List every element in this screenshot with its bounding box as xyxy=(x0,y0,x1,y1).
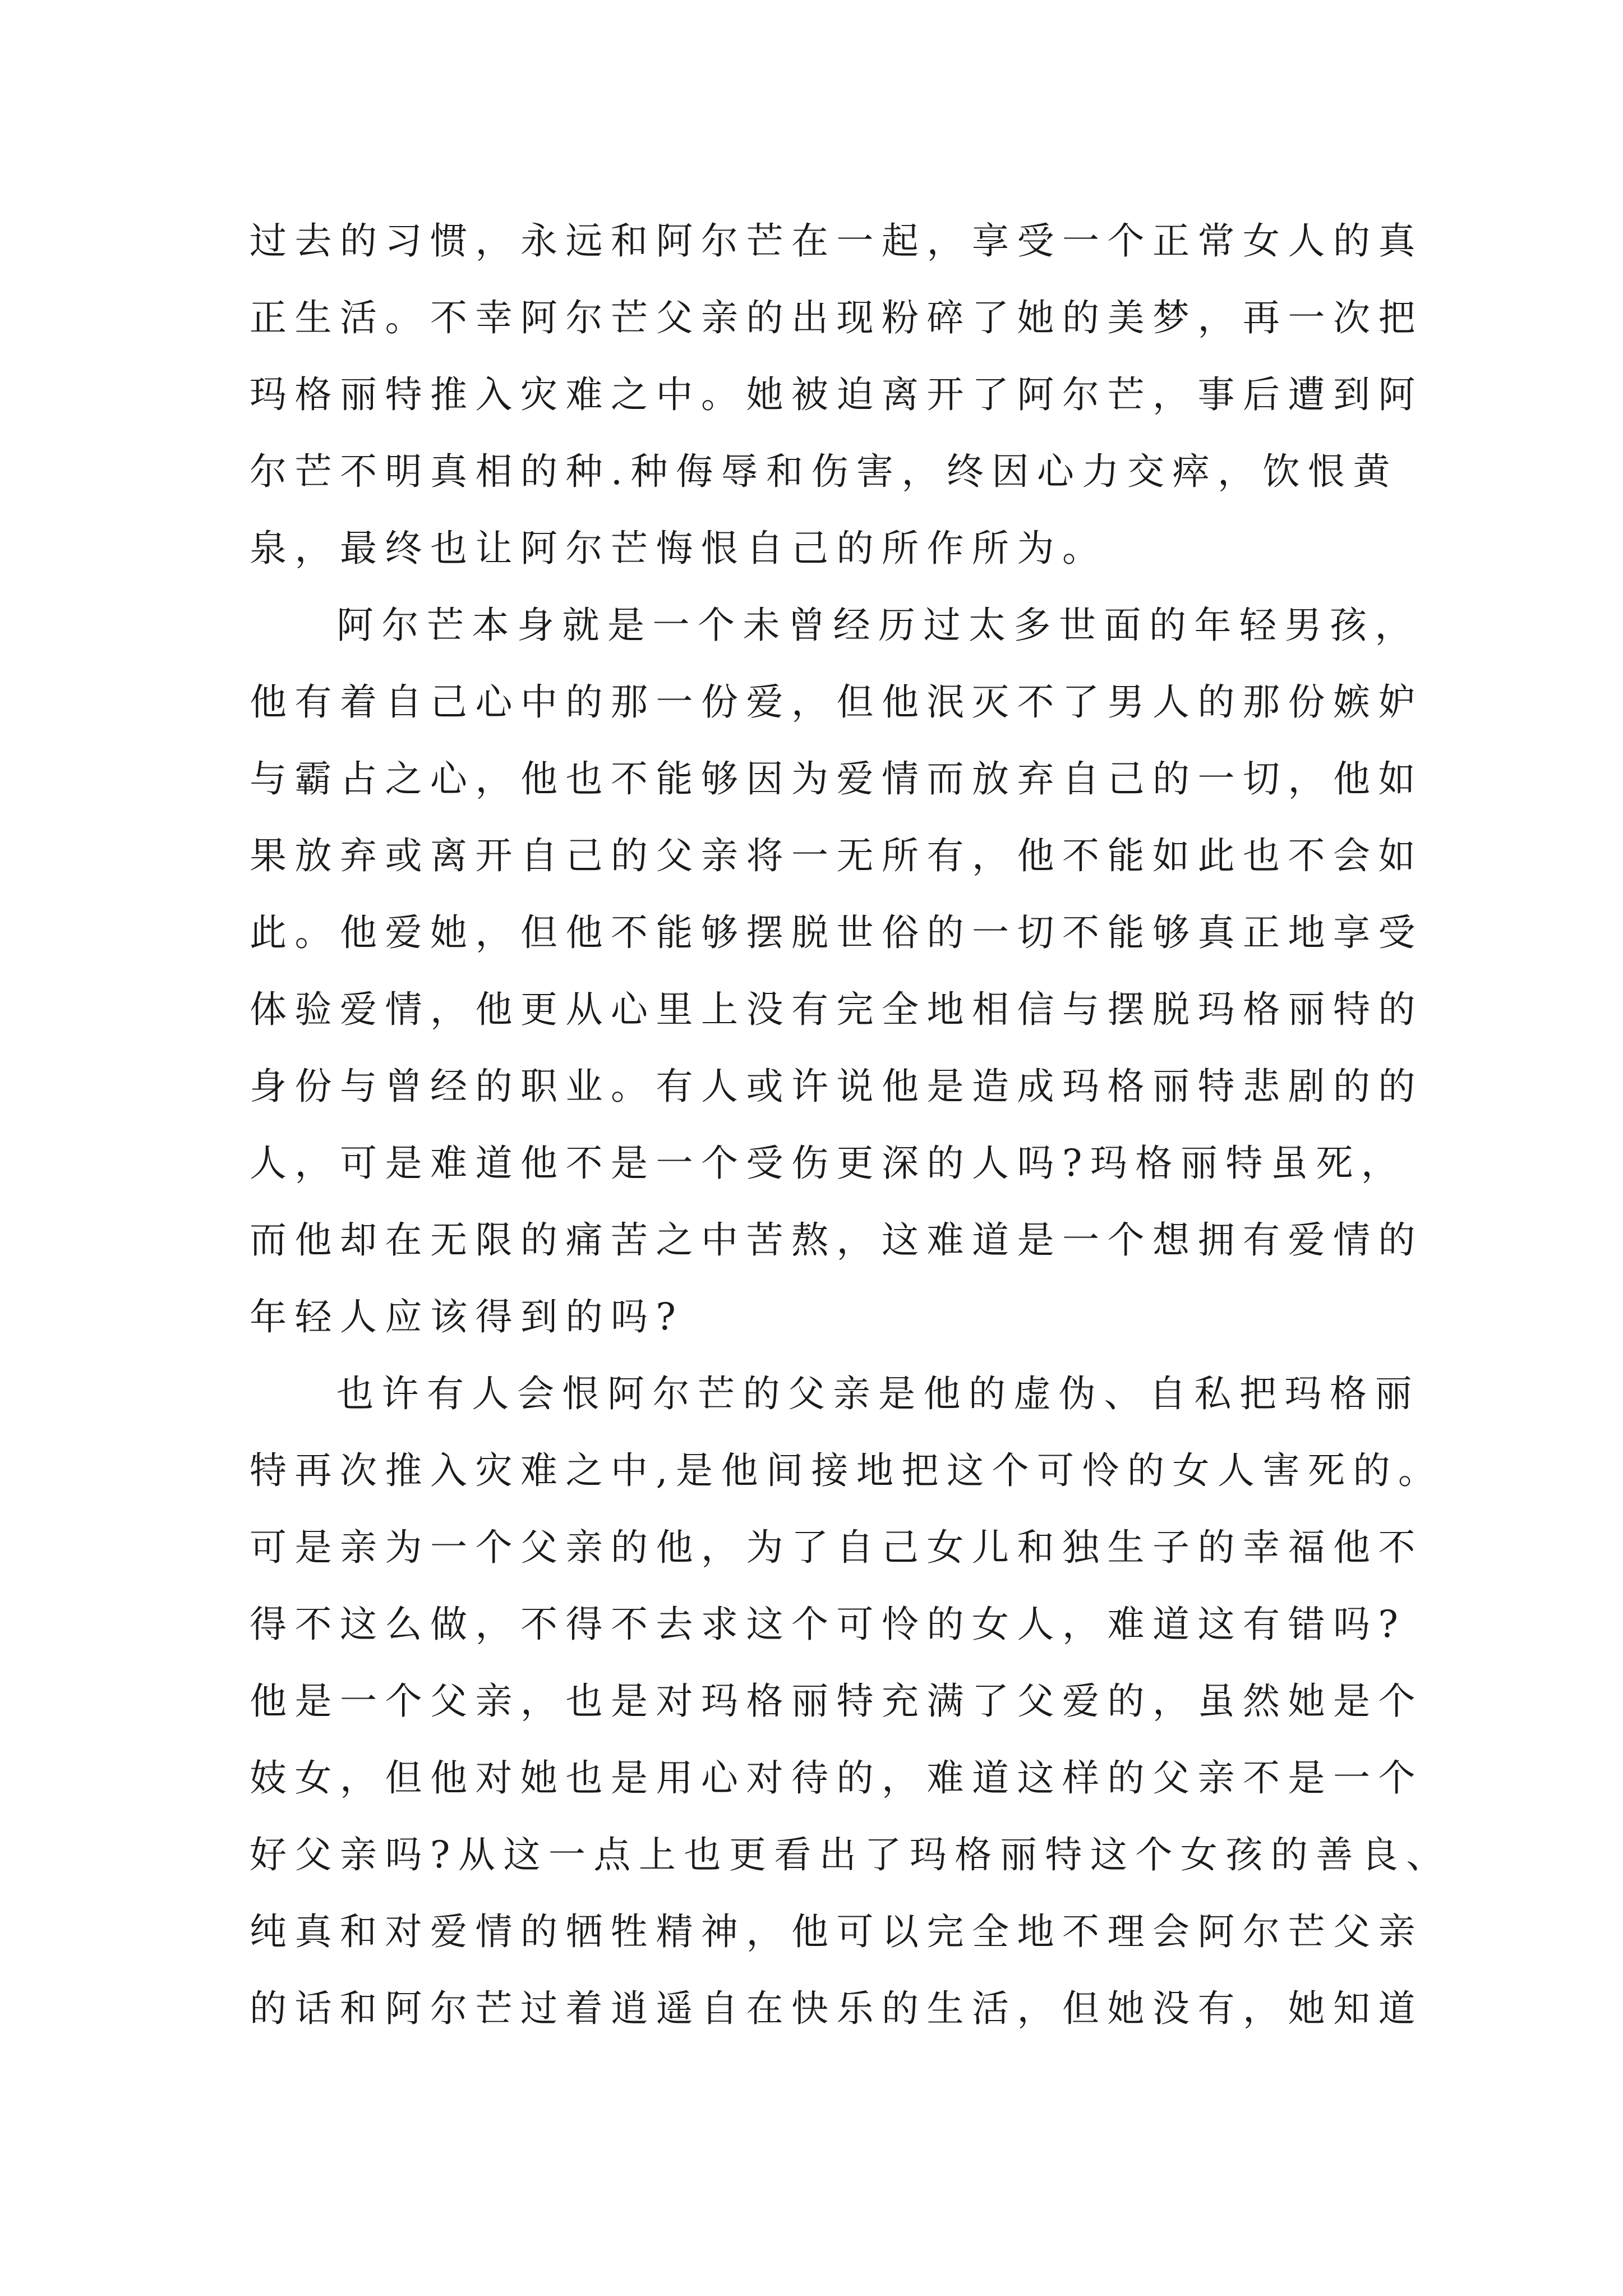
text-line: 果放弃或离开自己的父亲将一无所有，他不能如此也不会如 xyxy=(250,834,1423,877)
paragraph-first-line: 阿尔芒本身就是一个未曾经历过太多世面的年轻男孩， xyxy=(336,604,1420,647)
text-line: 此。他爱她，但他不能够摆脱世俗的一切不能够真正地享受 xyxy=(250,911,1423,954)
text-line: 可是亲为一个父亲的他，为了自己女儿和独生子的幸福他不 xyxy=(250,1526,1423,1569)
paragraph-first-line: 也许有人会恨阿尔芒的父亲是他的虚伪、自私把玛格丽 xyxy=(336,1372,1420,1415)
text-line: 与霸占之心，他也不能够因为爱情而放弃自己的一切，他如 xyxy=(250,757,1423,800)
text-line: 正生活。不幸阿尔芒父亲的出现粉碎了她的美梦，再一次把 xyxy=(250,296,1423,339)
text-line: 纯真和对爱情的牺牲精神，他可以完全地不理会阿尔芒父亲 xyxy=(250,1910,1423,1953)
text-line: 的话和阿尔芒过着逍遥自在快乐的生活，但她没有，她知道 xyxy=(250,1987,1423,2030)
text-line: 体验爱情，他更从心里上没有完全地相信与摆脱玛格丽特的 xyxy=(250,988,1423,1031)
text-line: 好父亲吗?从这一点上也更看出了玛格丽特这个女孩的善良、 xyxy=(250,1833,1451,1876)
text-line: 年轻人应该得到的吗? xyxy=(250,1295,684,1338)
text-line: 玛格丽特推入灾难之中。她被迫离开了阿尔芒，事后遭到阿 xyxy=(250,373,1423,416)
text-line: 尔芒不明真相的种.种侮辱和伤害，终因心力交瘁，饮恨黄 xyxy=(250,450,1398,493)
text-line: 而他却在无限的痛苦之中苦熬，这难道是一个想拥有爱情的 xyxy=(250,1218,1423,1262)
text-line: 得不这么做，不得不去求这个可怜的女人，难道这有错吗? xyxy=(250,1603,1407,1646)
text-line: 他有着自己心中的那一份爱，但他泯灭不了男人的那份嫉妒 xyxy=(250,680,1423,724)
text-line: 身份与曾经的职业。有人或许说他是造成玛格丽特悲剧的的 xyxy=(250,1065,1423,1108)
text-line: 他是一个父亲，也是对玛格丽特充满了父爱的，虽然她是个 xyxy=(250,1680,1423,1723)
text-line: 人，可是难道他不是一个受伤更深的人吗?玛格丽特虽死， xyxy=(250,1142,1407,1185)
text-line: 泉，最终也让阿尔芒悔恨自己的所作所为。 xyxy=(250,527,1108,570)
text-line: 妓女，但他对她也是用心对待的，难道这样的父亲不是一个 xyxy=(250,1756,1423,1800)
text-line: 特再次推入灾难之中,是他间接地把这个可怜的女人害死的。 xyxy=(250,1449,1444,1492)
text-line: 过去的习惯，永远和阿尔芒在一起，享受一个正常女人的真 xyxy=(250,219,1423,263)
